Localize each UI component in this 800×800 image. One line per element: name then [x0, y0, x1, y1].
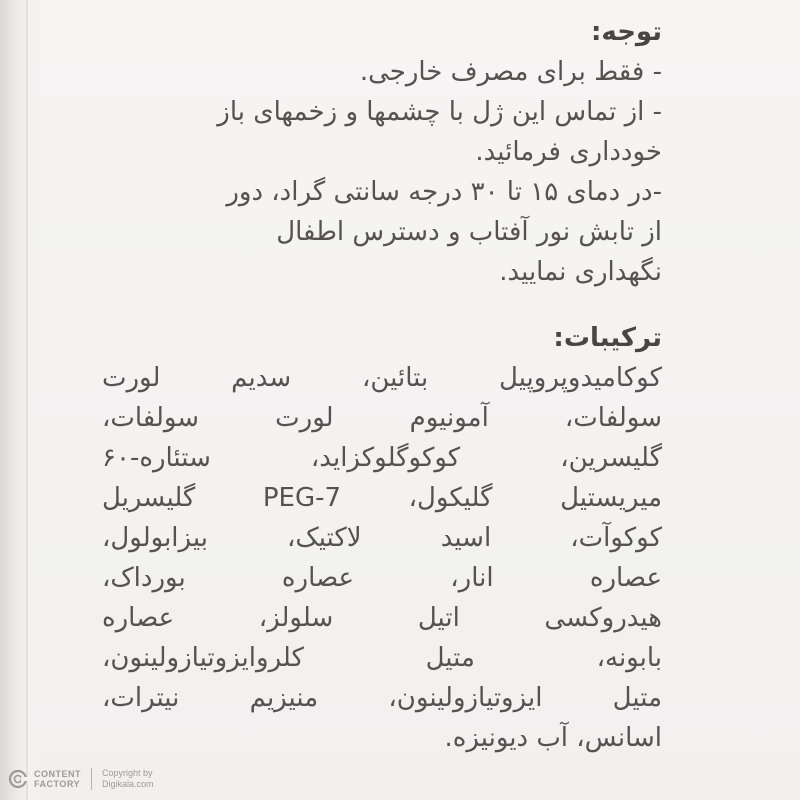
warning-line: از تابش نور آفتاب و دسترس اطفال: [276, 217, 662, 247]
copyright-line-2: Digikala.com: [102, 779, 154, 789]
package-edge-line: [26, 0, 28, 800]
brand-name: [34, 769, 81, 789]
brand-line-2: FACTORY: [34, 779, 81, 789]
warnings-heading: توجه:: [591, 17, 662, 47]
ingredient-line: میریستیل گلیکول، PEG-7 گلیسریل: [102, 483, 662, 513]
ingredients-section: [42, 318, 662, 758]
ingredient-line: کوکوآت، اسید لاکتیک، بیزابولول،: [102, 523, 662, 553]
ingredient-line: هیدروکسی اتیل سلولز، عصاره: [102, 603, 662, 633]
watermark: [8, 768, 154, 790]
ingredient-line: بابونه، متیل کلروایزوتیازولینون،: [102, 643, 662, 673]
warnings-section: [42, 12, 662, 292]
ingredient-line: گلیسرین، کوکوگلوکزاید، ستئاره-۶۰: [102, 443, 662, 473]
brand-line-1: CONTENT: [34, 769, 81, 779]
warning-line: خودداری فرمائید.: [475, 137, 662, 167]
ingredient-line: سولفات، آمونیوم لورت سولفات،: [102, 403, 662, 433]
ingredient-line: عصاره انار، عصاره بورداک،: [102, 563, 662, 593]
copyright-line-1: Copyright by: [102, 768, 153, 778]
ingredients-list: [102, 358, 662, 758]
warning-line: - فقط برای مصرف خارجی.: [359, 57, 662, 87]
ingredient-line: اسانس، آب دیونیزه.: [444, 723, 662, 753]
warning-line: -در دمای ۱۵ تا ۳۰ درجه سانتی گراد، دور: [226, 177, 662, 207]
ingredient-line: متیل ایزوتیازولینون، منیزیم نیترات،: [102, 683, 662, 713]
watermark-divider: [91, 768, 92, 790]
warning-line: - از تماس این ژل با چشمها و زخمهای باز: [217, 97, 662, 127]
ingredient-line: کوکامیدوپروپیل بتائین، سدیم لورت: [102, 363, 662, 393]
warning-line: نگهداری نمایید.: [499, 257, 662, 287]
content-factory-logo-icon: [8, 769, 28, 789]
package-edge-shadow: [0, 0, 28, 800]
copyright-notice: [102, 768, 154, 790]
ingredients-heading: ترکیبات:: [553, 323, 662, 353]
